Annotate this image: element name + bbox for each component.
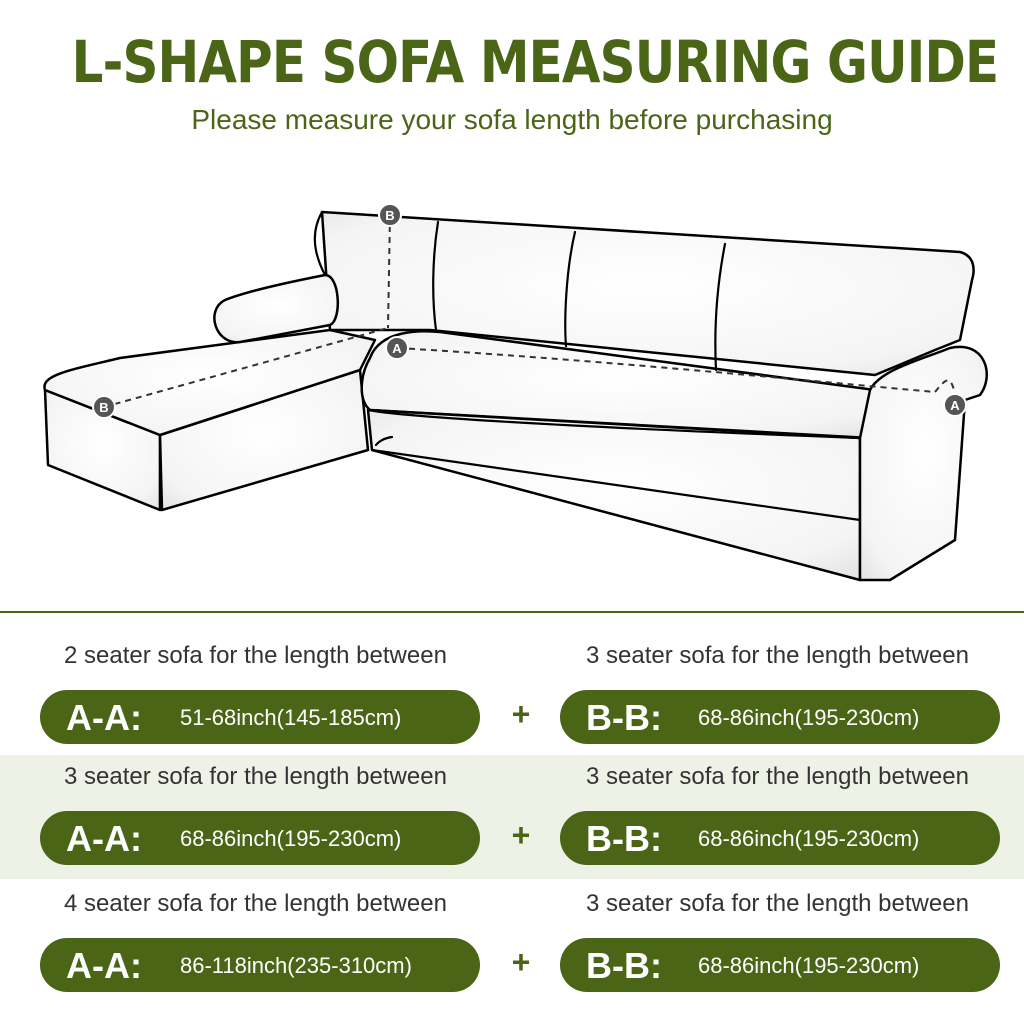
plus-sign: + — [511, 817, 531, 853]
measurement-range: 68-86inch(195-230cm) — [698, 826, 920, 851]
measurement-range: 68-86inch(195-230cm) — [698, 953, 920, 978]
sofa-diagram — [0, 180, 1024, 600]
size-row-3 — [0, 890, 1024, 1000]
size-row-2 — [0, 763, 1024, 873]
a-a-measurement-pill — [40, 938, 480, 992]
measurement-range: 68-86inch(195-230cm) — [698, 705, 920, 730]
marker-b-chaise — [93, 396, 115, 418]
left-caption: 2 seater sofa for the length between — [64, 642, 447, 669]
measurement-range: 51-68inch(145-185cm) — [180, 705, 402, 730]
plus-sign: + — [511, 944, 531, 980]
a-a-measurement-pill — [40, 690, 480, 744]
b-b-measurement-pill — [560, 938, 1000, 992]
measurement-range: 68-86inch(195-230cm) — [180, 826, 402, 851]
page-title: L-SHAPE SOFA MEASURING GUIDE — [71, 28, 999, 96]
a-a-measurement-pill — [40, 811, 480, 865]
size-row-1 — [0, 642, 1024, 752]
marker-a-arm — [944, 394, 966, 416]
measurement-range: 86-118inch(235-310cm) — [180, 953, 412, 978]
svg-text:B: B — [99, 400, 109, 415]
marker-a-seat — [386, 337, 408, 359]
section-divider — [0, 611, 1024, 613]
left-caption: 3 seater sofa for the length between — [64, 763, 447, 790]
right-caption: 3 seater sofa for the length between — [586, 890, 969, 917]
b-b-measurement-pill — [560, 690, 1000, 744]
measurement-code: A-A: — [66, 945, 142, 986]
b-b-measurement-pill — [560, 811, 1000, 865]
right-caption: 3 seater sofa for the length between — [586, 642, 969, 669]
measurement-code: B-B: — [586, 697, 662, 738]
right-caption: 3 seater sofa for the length between — [586, 763, 969, 790]
page-subtitle: Please measure your sofa length before purchasing — [191, 104, 833, 135]
marker-b-top — [379, 204, 401, 226]
svg-text:A: A — [392, 341, 402, 356]
measurement-code: A-A: — [66, 818, 142, 859]
measurement-code: B-B: — [586, 945, 662, 986]
right-arm — [860, 347, 987, 580]
measurement-code: B-B: — [586, 818, 662, 859]
left-caption: 4 seater sofa for the length between — [64, 890, 447, 917]
svg-text:B: B — [385, 208, 395, 223]
svg-text:A: A — [950, 398, 960, 413]
measurement-code: A-A: — [66, 697, 142, 738]
plus-sign: + — [511, 696, 531, 732]
